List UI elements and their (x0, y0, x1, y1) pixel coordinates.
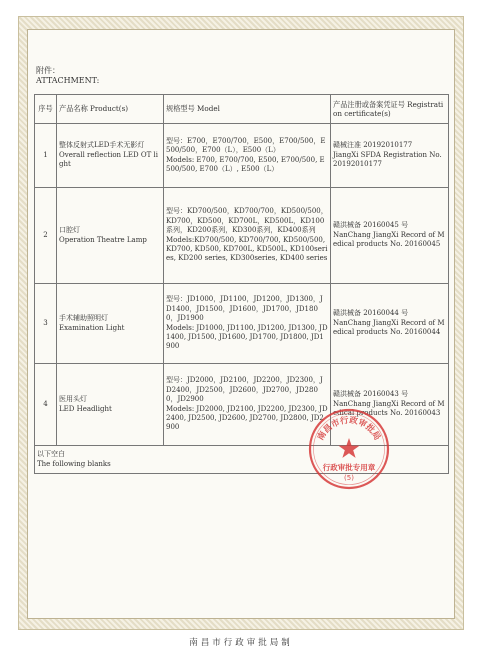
issuer-footer: 南昌市行政审批局制 (189, 638, 293, 648)
header-product: 产品名称 Product(s) (57, 95, 164, 124)
table-row (35, 284, 449, 364)
header-model: 规格型号 Model (164, 95, 331, 124)
row-number: 3 (35, 284, 57, 364)
stamp-code: (5) (344, 474, 354, 482)
row-number: 1 (35, 124, 57, 188)
stamp-text: 南昌市行政审批局 (315, 415, 383, 443)
product-name: 医用头灯 LED Headlight (57, 364, 164, 446)
registration-number: 赣洪械备 20160044 号 NanChang JiangXi Record of Medical products No. 20160044 (331, 284, 449, 364)
product-model: 型号：KD700/500，KD700/700，KD500/500，KD700，KD500，KD700L，KD500L，KD100系列，KD200系列，KD300系列，KD400系列 Models:KD700/500, KD700/700, KD500/500, KD700, KD500, KD700L, KD500L, KD100series, KD200 series, KD300series, KD400 series (164, 188, 331, 284)
product-model: 型号：JD1000，JD1100，JD1200，JD1300，JD1400，JD1500，JD1600，JD1700，JD1800，JD1900 Models: JD1000, JD1100, JD1200, JD1300, JD1400, JD1500, JD1600, JD1700, JD1800, JD1900 (164, 284, 331, 364)
product-model: 型号：E700，E700/700，E500，E700/500，E500/500，E700（L），E500（L） Models: E700, E700/700, E500, E700/500, E500/500, E700（L）, E500（L） (164, 124, 331, 188)
product-table (34, 94, 449, 474)
header-no: 序号 (35, 95, 57, 124)
row-number: 4 (35, 364, 57, 446)
registration-number: 赣洪械备 20160043 号 NanChang JiangXi Record of Medical products No. 20160043 (331, 364, 449, 446)
table-row (35, 364, 449, 446)
attachment-label-cn: 附件： (36, 66, 60, 75)
attachment-heading (36, 66, 99, 86)
product-name: 口腔灯 Operation Theatre Lamp (57, 188, 164, 284)
stamp-subtitle: 行政审批专用章 (322, 463, 376, 472)
blank-note-row (35, 446, 449, 474)
product-name: 整体反射式LED手术无影灯 Overall reflection LED OT light (57, 124, 164, 188)
registration-number: 赣洪械备 20160045 号 NanChang JiangXi Record of Medical products No. 20160045 (331, 188, 449, 284)
table-header-row (35, 95, 449, 124)
row-number: 2 (35, 188, 57, 284)
registration-number: 赣械注准 20192010177 JiangXi SFDA Registration No. 20192010177 (331, 124, 449, 188)
header-registration: 产品注册或备案凭证号 Registration certificate(s) (331, 95, 449, 124)
product-name: 手术辅助照明灯 Examination Light (57, 284, 164, 364)
attachment-label-en: ATTACHMENT: (36, 76, 100, 85)
blank-note: 以下空白 The following blanks (35, 446, 449, 474)
table-row (35, 188, 449, 284)
table-row (35, 124, 449, 188)
product-model: 型号：JD2000，JD2100，JD2200，JD2300，JD2400，JD2500，JD2600，JD2700，JD2800，JD2900 Models: JD2000, JD2100, JD2200, JD2300, JD2400, JD2500, JD2600, JD2700, JD2800, JD2900 (164, 364, 331, 446)
